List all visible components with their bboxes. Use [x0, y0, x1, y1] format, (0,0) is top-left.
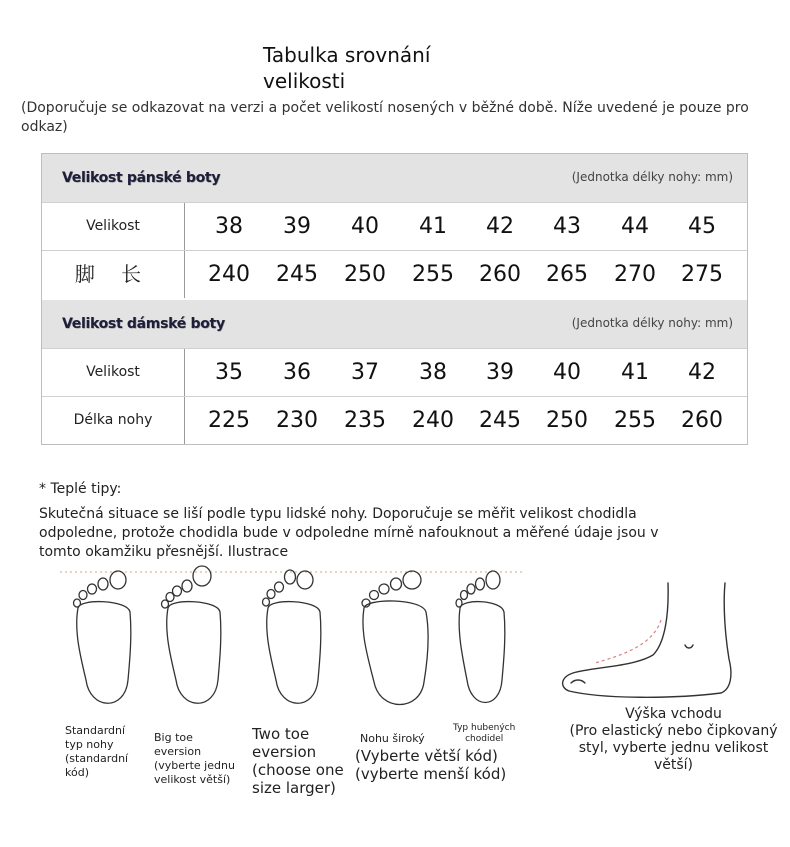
men-size-cell: 40: [351, 214, 379, 239]
size-table: [41, 153, 748, 445]
men-length-cell: 260: [479, 262, 521, 287]
men-unit-note: (Jednotka délky nohy: mm): [571, 170, 733, 184]
men-size-cell: 45: [688, 214, 716, 239]
women-length-row: [42, 396, 747, 444]
men-length-cell: 250: [344, 262, 386, 287]
tips-paragraph: Skutečná situace se liší podle typu lidské nohy. Doporučuje se měřit velikost chodidla odpoledne, protože chodidla bude v odpoledne mírně nafouknout a měřené údaje jsou v tomto okamžiku přesnější. Ilustrace: [39, 506, 659, 560]
men-length-cell: 240: [208, 262, 250, 287]
instep-height-icon: [553, 575, 753, 705]
men-length-label: 脚 长: [42, 251, 185, 298]
women-length-cell: 235: [344, 408, 386, 433]
men-length-row: [42, 250, 747, 298]
women-length-cell: 245: [479, 408, 521, 433]
men-length-cell: 245: [276, 262, 318, 287]
men-section-header: [42, 154, 747, 202]
women-size-row: [42, 348, 747, 396]
two-toe-caption: Two toe eversion (choose one size larger): [252, 725, 344, 797]
women-size-label: Velikost: [42, 349, 185, 396]
women-unit-note: (Jednotka délky nohy: mm): [571, 316, 733, 330]
men-size-cell: 44: [621, 214, 649, 239]
women-size-cell: 41: [621, 360, 649, 385]
women-size-cell: 39: [486, 360, 514, 385]
wide-foot-icon: [362, 571, 428, 705]
wide-foot-caption: Nohu široký: [360, 732, 425, 745]
women-length-cell: 240: [412, 408, 454, 433]
women-size-cell: 35: [215, 360, 243, 385]
men-section-title: Velikost pánské boty: [62, 170, 221, 186]
tips-title: * Teplé tipy:: [39, 481, 122, 497]
two-toe-foot-icon: [263, 570, 321, 703]
big-toe-foot-icon: [162, 566, 221, 703]
women-size-cell: 40: [553, 360, 581, 385]
instep-caption: Výška vchodu (Pro elastický nebo čipkovaný styl, vyberte jednu velikost větší): [569, 706, 778, 773]
women-length-cell: 250: [546, 408, 588, 433]
subtitle: (Doporučuje se odkazovat na verzi a počet velikostí nosených v běžné době. Níže uvedené je pouze pro odkaz): [21, 100, 749, 135]
women-length-cell: 260: [681, 408, 723, 433]
men-size-row: [42, 202, 747, 250]
women-length-cell: 230: [276, 408, 318, 433]
men-length-cell: 265: [546, 262, 588, 287]
women-length-cell: 225: [208, 408, 250, 433]
men-length-cell: 270: [614, 262, 656, 287]
foot-types-illustration: [55, 560, 555, 720]
men-length-cell: 275: [681, 262, 723, 287]
thin-foot-caption: Typ hubených chodidel: [453, 723, 516, 744]
men-size-cell: 41: [419, 214, 447, 239]
women-size-cell: 38: [419, 360, 447, 385]
wide-foot-note: (Vyberte větší kód) (vyberte menší kód): [355, 747, 507, 783]
women-size-cell: 36: [283, 360, 311, 385]
women-section-title: Velikost dámské boty: [62, 316, 225, 332]
women-section-header: [42, 300, 747, 348]
women-length-label: Délka nohy: [42, 397, 185, 444]
page-title: Tabulka srovnání velikosti: [263, 43, 431, 93]
thin-foot-icon: [456, 571, 505, 703]
men-size-cell: 39: [283, 214, 311, 239]
standard-foot-icon: [74, 571, 131, 703]
men-length-cell: 255: [412, 262, 454, 287]
women-length-cell: 255: [614, 408, 656, 433]
men-size-cell: 38: [215, 214, 243, 239]
big-toe-caption: Big toe eversion (vyberte jednu velikost větší): [154, 731, 235, 786]
women-size-cell: 42: [688, 360, 716, 385]
standard-foot-caption: Standardní typ nohy (standardní kód): [65, 724, 129, 779]
women-size-cell: 37: [351, 360, 379, 385]
men-size-label: Velikost: [42, 203, 185, 250]
men-size-cell: 43: [553, 214, 581, 239]
men-size-cell: 42: [486, 214, 514, 239]
